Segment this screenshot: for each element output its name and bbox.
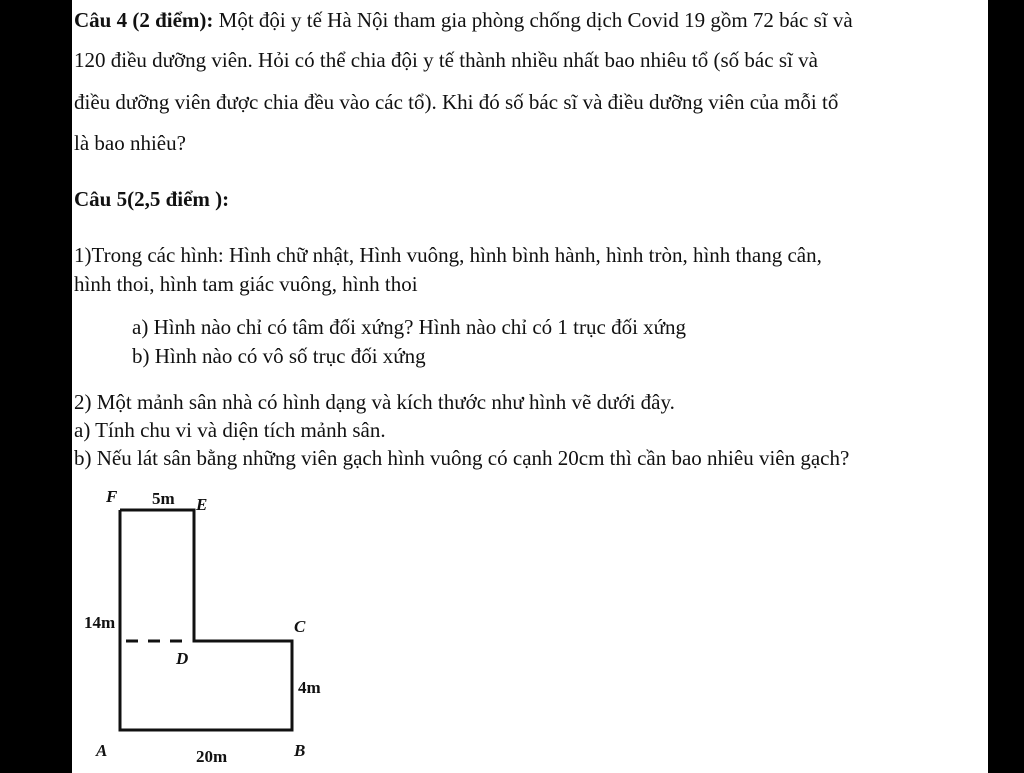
point-a-label: A: [96, 741, 108, 760]
yard-figure: [72, 480, 372, 773]
point-c-label: C: [294, 617, 306, 636]
q5-part2-line-1: 2) Một mảnh sân nhà có hình dạng và kích thước như hình vẽ dưới đây.: [74, 390, 675, 414]
document-page: [72, 0, 988, 773]
q4-text-1: Một đội y tế Hà Nội tham gia phòng chống dịch Covid 19 gồm 72 bác sĩ và: [213, 8, 853, 32]
dim-af-label: 14m: [84, 613, 116, 632]
q5-title: Câu 5(2,5 điểm ):: [74, 187, 230, 211]
point-d-label: D: [176, 649, 189, 668]
q5-part1-item-a: a) Hình nào chỉ có tâm đối xứng? Hình nào chỉ có 1 trục đối xứng: [132, 315, 687, 339]
dim-ab-label: 20m: [196, 747, 228, 766]
q4-line-4: là bao nhiêu?: [74, 131, 186, 155]
point-f-label: F: [106, 487, 118, 506]
q4-title: Câu 4 (2 điểm):: [74, 8, 214, 32]
q4-line-1: [74, 8, 853, 32]
q5-part1-line-1: 1)Trong các hình: Hình chữ nhật, Hình vuông, hình bình hành, hình tròn, hình thang cân,: [74, 243, 822, 267]
dim-bc-label: 4m: [298, 678, 321, 697]
point-b-label: B: [294, 741, 306, 760]
dim-fe-label: 5m: [152, 489, 175, 508]
yard-outline: [120, 510, 292, 730]
q4-line-3: điều dưỡng viên được chia đều vào các tổ). Khi đó số bác sĩ và điều dưỡng viên của mỗi tổ: [74, 90, 839, 114]
q5-part1-line-2: hình thoi, hình tam giác vuông, hình thoi: [74, 272, 418, 296]
q4-line-2: 120 điều dưỡng viên. Hỏi có thể chia đội y tế thành nhiều nhất bao nhiêu tổ (số bác sĩ và: [74, 48, 818, 72]
point-e-label: E: [196, 495, 208, 514]
q5-part2-line-a: a) Tính chu vi và diện tích mảnh sân.: [74, 418, 386, 442]
q5-part2-line-b: b) Nếu lát sân bằng những viên gạch hình vuông có cạnh 20cm thì cần bao nhiêu viên gạch?: [74, 446, 850, 470]
q5-part1-item-b: b) Hình nào có vô số trục đối xứng: [132, 344, 426, 368]
